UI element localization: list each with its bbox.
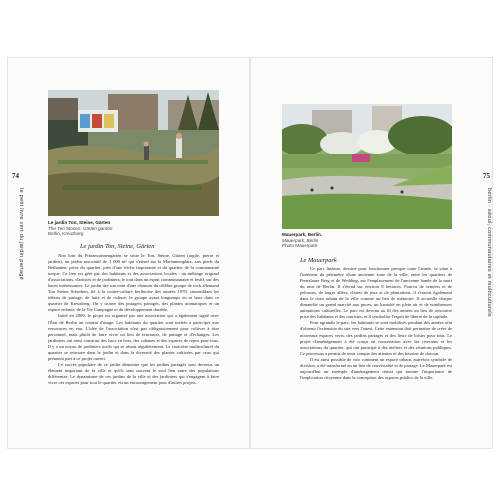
left-running-head: le petit livre vert du jardin partagé [18, 188, 24, 280]
left-caption-subtitle: The Ten Stones, Gärten garden [48, 225, 113, 231]
right-caption-title: Mauerpark, Berlin. [282, 232, 323, 237]
left-section-title: Le jardin Ton, Steine, Gärten [80, 243, 155, 250]
left-garden-photo [48, 90, 219, 216]
right-caption-credit: Photo Mauerpark [282, 243, 318, 249]
right-park-photo [282, 104, 452, 229]
left-caption-title: Le jardin Ton, Steine, Gärten [48, 220, 111, 225]
book-gutter [249, 58, 251, 448]
right-body-text [300, 266, 452, 381]
left-photo-caption [48, 220, 118, 237]
left-caption-credit: Berlin, Kreuzberg [48, 231, 84, 237]
right-photo-caption [282, 232, 334, 249]
left-body-text [48, 253, 219, 386]
left-paragraph: Initié en 2009, le projet est organisé par une association qui a également signé avec l'État de Berlin un contrat d'usage. Les habitants du quartier sont invités à participer aux ressources en eau. L'idée de l'association n'est pas obligatoirement pour cultiver à titre personnel, mais plutôt de faire vivre un lieu de rencontre, de partage et d'échanges. Les jardiniers ont ainsi construit des bacs en bois, des cabanes et des espaces de repos pour tous. Il y a un noyau de jardiniers actifs qui se réunit régulièrement. Le caractère multiculturel du quartier se retrouve dans le jardin et dans la diversité des plantes cultivées par ceux qui prennent part à ce projet ouvert. [48, 313, 219, 361]
left-paragraph: Non loin du Prinzessinnengärten se situe le Ton, Steine, Gärten (argile, pierre et jardins), un jardin associatif de 1 000 m² qui s'étend sur la Mariannenplatz, aux pieds du Bethanien, pivot du quartier, près d'une friche importante et du quartier de la communauté turque. Ce lieu est géré par des habitants et des associations locales : un mélange original d'associations, d'artistes et de jardiniers, le tout dans un esprit communautaire et festif, sur des bases intéressantes. Le jardin tire son nom d'une chanson du célèbre groupe de rock allemand Ton Steine Scherben, lié à la contre-culture berlinoise des années 1970, rassemblant les idéaux de partage, de lutte et de culture, le groupe ayant longtemps eu sa base dans ce quartier de Kreuzberg. On y trouve des potagers partagés, des plantes aromatiques et un espace enfants, de la Vie Campagne et du développement durable. [48, 253, 219, 313]
right-paragraph: Il est ainsi possible de voir comment un espace urbain, autrefois symbole de division, a été transformé en un lieu de convivialité et de partage. Le Mauerpark est aujourd'hui un exemple d'aménagement réussi qui montre l'importance de l'implication citoyenne dans la conception des espaces publics de la ville. [300, 356, 453, 380]
left-page-number: 74 [12, 172, 19, 180]
right-page-number: 75 [483, 172, 490, 180]
right-section-title: Le Mauerpark [300, 257, 337, 264]
right-paragraph: Ce parc linéaire, dessiné pour fonctionner presque toute l'année, se situe à l'intérieur du périmètre d'une ancienne zone de la ville, entre les quartiers de Prenzlauer Berg et de Wedding, sur l'emplacement de l'ancienne bande de la mort du mur de Berlin. Il s'étend sur environ 8 hectares. Pourvu de sentiers et de pelouses, de larges allées, d'aires de jeux et de plantations, il s'inscrit également dans le tissu urbain de la ville comme un lieu de mémoire. Il accueille chaque dimanche un grand marché aux puces, un karaoké en plein air et de nombreuses animations culturelles. Le parc est devenu au fil des années un lieu de rencontre prisé des habitants et des touristes, et il symbolise l'esprit de liberté de la capitale. [300, 266, 452, 320]
left-paragraph: Le succès populaire de ce jardin démontre que les jardins partagés sont devenus un élément important de la ville et qu'ils sont souvent le seul lien entre des populations différentes. Le dynamisme de ces jardins de la ville et des jardiniers qui s'engagent à faire vivre ces espaces pour tout le quartier est un encouragement pour d'autres projets. [48, 361, 219, 385]
right-paragraph: Pour agrandir le parc, les habitants se sont mobilisés pendant des années afin d'obtenir l'extension du site vers l'ouest. Cette extension doit permettre de créer de nouveaux espaces verts, des jardins partagés et des lieux de loisirs pour tous. Le projet d'aménagement a été conçu en concertation avec les riverains et les associations du quartier, qui ont participé à des ateliers et des réunions publiques. Ce processus a permis de tenir compte des attentes et des besoins de chacun. [300, 320, 452, 356]
right-caption-subtitle: Mauerpark, Berlin [282, 237, 319, 243]
right-running-head: berlin · séoul, communautaires et multiculturels [486, 188, 492, 317]
